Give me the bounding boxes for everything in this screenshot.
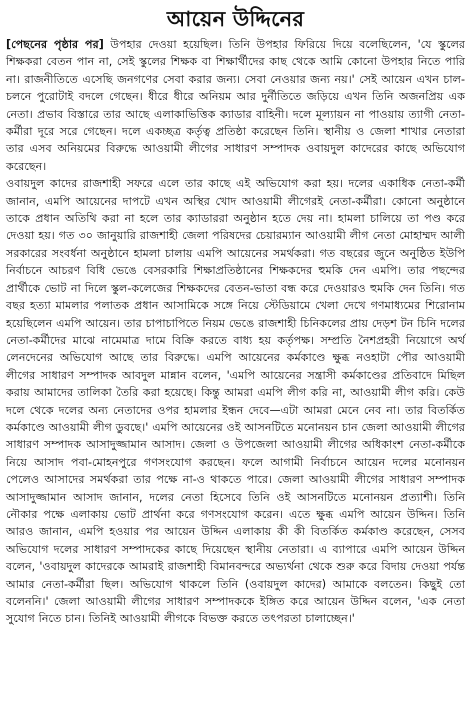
article-headline: আয়েন উদ্দিনের [166, 7, 305, 31]
paragraph-text: ওবায়দুল কাদের রাজশাহী সফরে এলে তার কাছে এই অভিযোগ করা হয়। দলের একাধিক নেতা-কর্মী জানান, এমপি আয়েনের দাপটে এখন অস্থির খোদ আওয়ামী লীগেরই নেতা-কর্মীরা। কোনো অনুষ্ঠানে তাকে প্রধান অতিথি করা না হলে তার ক্যাডাররা অনুষ্ঠান হতে দেয় না। হামলা চালিয়ে তা পণ্ড করে দেওয়া হয়। গত ৩০ জানুয়ারি রাজশাহী জেলা পরিষদের চেয়ারম্যান আওয়ামী লীগ নেতা মোহাম্মদ আলী সরকারের সংবর্ধনা অনুষ্ঠানে হামলা চালায় এমপি আয়েনের সমর্থকরা। গত বছরের জুনে অনুষ্ঠিত ইউপি নির্বাচনে আচরণ বিধি ভেঙে বেসরকারি শিক্ষাপ্রতিষ্ঠানের শিক্ষকদের হুমকি দেন এমপি। তার পছন্দের প্রার্থীকে ভোট না দিলে স্কুল-কলেজের শিক্ষকদের বেতন-ভাতা বন্ধ করে দেওয়ারও হুমকি দেন তিনি। গত বছর হত্যা মামলার পলাতক প্রধান আসামিকে সঙ্গে নিয়ে স্টেডিয়ামে খেলা দেখে গণমাধ্যমের শিরোনাম হয়েছিলেন এমপি আয়েন। তার চাপাচাপিতে নিয়ম ভেঙে রাজশাহী চিনিকলের প্রায় দেড়শ টন চিনি দলের নেতা-কর্মীদের মাঝে নামেমাত্র দামে বিক্রি করতে বাধ্য হয় কর্তৃপক্ষ। সম্প্রতি নৈশপ্রহরী নিয়োগে অর্থ লেনদেনের অভিযোগ আছে তার বিরুদ্ধে। এমপি আয়েনের কর্মকাণ্ডে ক্ষুব্ধ নওহাটা পৌর আওয়ামী লীগের সাধারণ সম্পাদক আবদুল মান্নান বলেন, 'এমপি আয়েনের সন্ত্রাসী কর্মকাণ্ডের প্রতিবাদে মিছিল করায় আমাদের তালিকা তৈরি করা হয়েছে। কিন্তু আমরা এমপি লীগ করি না, আওয়ামী লীগ করি। কেউ দলে থেকে দলের অন্য নেতাদের ওপর হামলার ইন্ধন দেবে—এটা আমরা মেনে নেব না। তার বিতর্কিত কর্মকাণ্ডে আওয়ামী লীগ ডুবছে।' এমপি আয়েনের ওই আসনটিতে মনোনয়ন চান জেলা আওয়ামী লীগের সাধারণ সম্পাদক আসাদুজ্জামান আসাদ। জেলা ও উপজেলা আওয়ামী লীগের অধিকাংশ নেতা-কর্মীকে নিয়ে আসাদ পবা-মোহনপুরে গণসংযোগ করছেন। ফলে আগামী নির্বাচনে আয়েন দলের মনোনয়ন পেলেও আসাদের সমর্থকরা তার পক্ষে না-ও থাকতে পারে। জেলা আওয়ামী লীগের সাধারণ সম্পাদক আসাদুজ্জামান আসাদ জানান, দলের নেতা হিসেবে তিনি ওই আসনটিতে মনোনয়ন প্রত্যাশী। তিনি নৌকার পক্ষে এলাকায় ভোট প্রার্থনা করে গণসংযোগ করেন। এতে ক্ষুব্ধ এমপি আয়েন উদ্দিন। তিনি আরও জানান, এমপি হওয়ার পর আয়েন উদ্দিন এলাকায় কী কী বিতর্কিত কর্মকাণ্ড করেছেন, সেসব অভিযোগ দলের সাধারণ সম্পাদকের কাছে দিয়েছেন স্থানীয় নেতারা। এ ব্যাপারে এমপি আয়েন উদ্দিন বলেন, 'ওবায়দুল কাদেরকে আমরাই রাজশাহী বিমানবন্দরে অভ্যর্থনা থেকে শুরু করে বিদায় দেওয়া পর্যন্ত আমার নেতা-কর্মীরা ছিল। অভিযোগ থাকলে তিনি (ওবায়দুল কাদের) আমাকে বলতেন। কিছুই তো বলেননি।' জেলা আওয়ামী লীগের সাধারণ সম্পাদককে ইঙ্গিত করে আয়েন উদ্দিন বলেন, 'এক নেতা সুযোগ নিতে চান। তিনিই আওয়ামী লীগকে বিভক্ত করতে তৎপরতা চালাচ্ছেন।' [6, 177, 465, 626]
article-paragraph [6, 175, 465, 628]
article-body [6, 36, 465, 628]
paragraph-text: উপহার দেওয়া হয়েছিল। তিনি উপহার ফিরিয়ে দিয়ে বলেছিলেন, 'যে স্কুলের শিক্ষকরা বেতন পান না, সেই স্কুলের শিক্ষক বা শিক্ষার্থীদের কাছ থেকে আমি কোনো উপহার নিতে পারি না। রাজনীতিতে এসেছি জনগণের সেবা করার জন্য। সেবা নেওয়ার জন্য নয়।' সেই আয়েন এখন চাল-চলনে পুরোটাই বদলে গেছেন। ধীরে ধীরে অনিয়ম আর দুর্নীতিতে জড়িয়ে এখন তিনি অজনপ্রিয় এক নেতা। প্রভাব বিস্তারে তার আছে এলাকাভিত্তিক ক্যাডার বাহিনী। দলে মূল্যায়ন না পাওয়ায় ত্যাগী নেতা-কর্মীরা দূরে সরে গেছেন। দলে একচ্ছত্র কর্তৃত্ব প্রতিষ্ঠা করেছেন তিনি। স্থানীয় ও জেলা শাখার নেতারা তার এসব অনিয়মের বিরুদ্ধে আওয়ামী লীগের সাধারণ সম্পাদক ওবায়দুল কাদেরের কাছে অভিযোগ করেছেন। [6, 38, 466, 173]
article-paragraph [6, 36, 465, 175]
continued-from-tag: [পেছনের পৃষ্ঠার পর] [6, 38, 104, 51]
